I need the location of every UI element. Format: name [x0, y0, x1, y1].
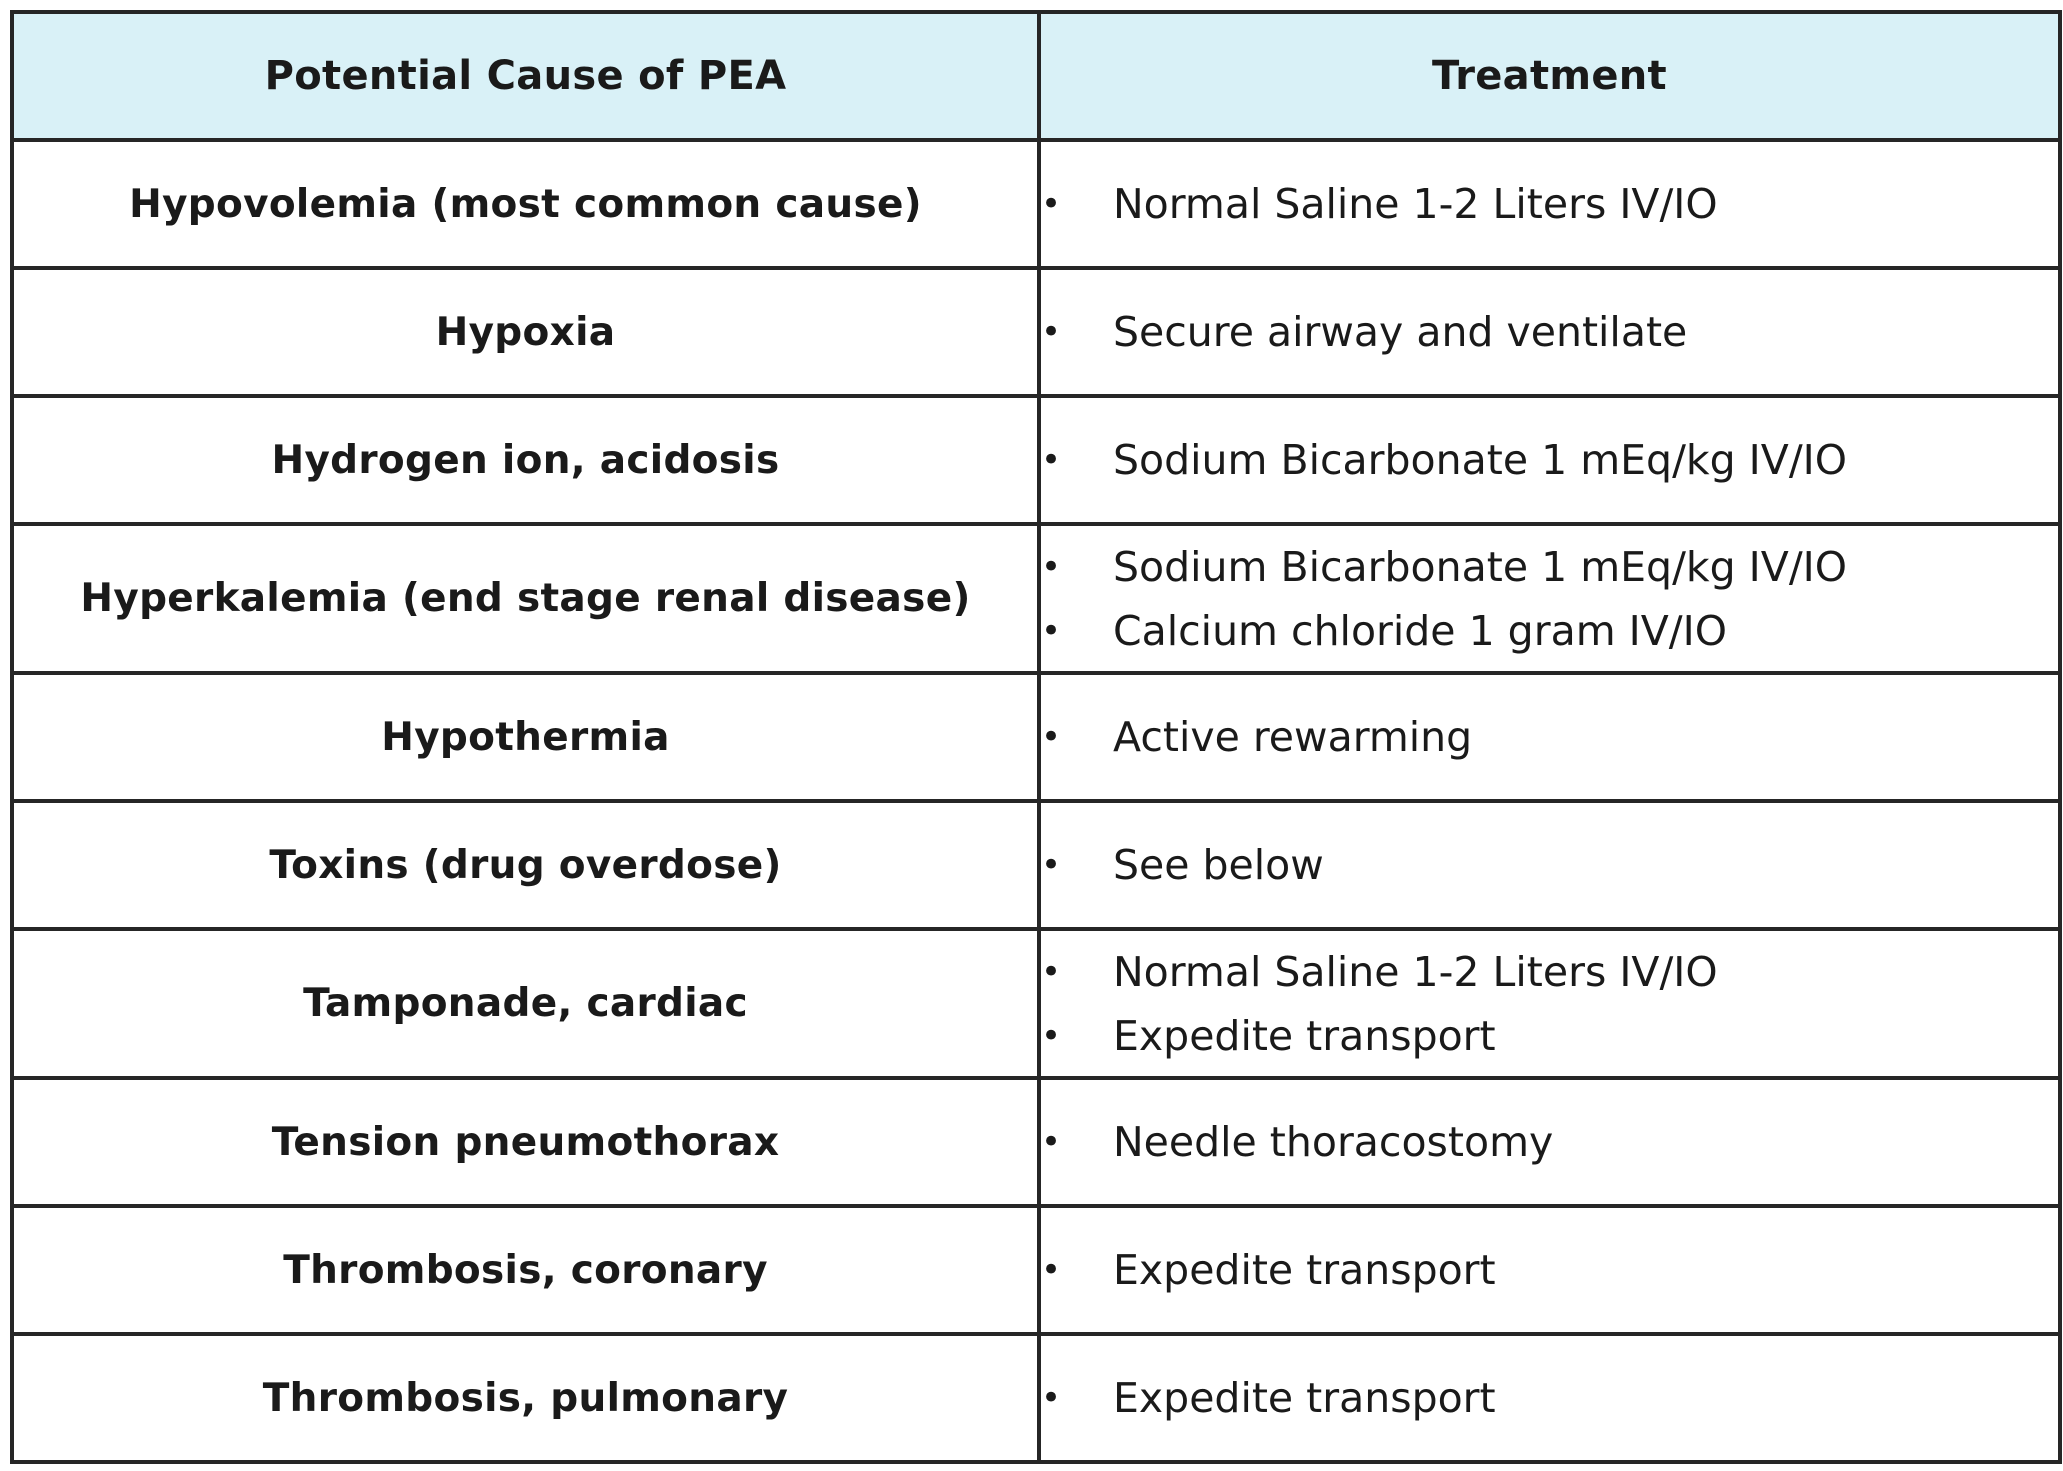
treatment-list — [1041, 300, 2058, 364]
treatment-item — [1041, 1238, 2058, 1302]
treatment-item — [1041, 535, 2058, 599]
treatment-text: Expedite transport — [1113, 1011, 1496, 1060]
treatment-list — [1041, 705, 2058, 769]
treatment-item — [1041, 940, 2058, 1004]
treatment-item — [1041, 300, 2058, 364]
treatment-item — [1041, 1110, 2058, 1174]
treatment-cell — [1039, 673, 2060, 801]
treatment-cell — [1039, 268, 2060, 396]
treatment-text: See below — [1113, 841, 1324, 889]
treatment-cell — [1039, 524, 2060, 673]
treatment-cell — [1039, 396, 2060, 524]
treatment-text: Active rewarming — [1113, 713, 1473, 761]
cause-cell: Hypovolemia (most common cause) — [12, 140, 1039, 268]
treatment-cell — [1039, 1206, 2060, 1334]
treatment-item — [1041, 1366, 2058, 1430]
bullet-icon: • — [1041, 951, 1062, 992]
table-row — [12, 1206, 2060, 1334]
treatment-text: Sodium Bicarbonate 1 mEq/kg IV/IO — [1113, 542, 1847, 591]
cause-cell: Thrombosis, pulmonary — [12, 1334, 1039, 1462]
bullet-icon: • — [1041, 610, 1062, 651]
treatment-list — [1041, 833, 2058, 897]
table-row — [12, 524, 2060, 673]
treatment-list — [1041, 535, 2058, 663]
pea-treatment-table-container — [10, 10, 2058, 1463]
header-treatment: Treatment — [1039, 12, 2060, 140]
bullet-icon: • — [1041, 546, 1062, 587]
treatment-cell — [1039, 801, 2060, 929]
treatment-item — [1041, 599, 2058, 663]
bullet-icon: • — [1041, 845, 1062, 885]
treatment-item — [1041, 1004, 2058, 1068]
treatment-text: Secure airway and ventilate — [1113, 308, 1688, 356]
cause-cell: Tension pneumothorax — [12, 1078, 1039, 1206]
table-row — [12, 801, 2060, 929]
cause-cell: Tamponade, cardiac — [12, 929, 1039, 1078]
treatment-text: Needle thoracostomy — [1113, 1118, 1554, 1166]
treatment-list — [1041, 1110, 2058, 1174]
bullet-icon: • — [1041, 717, 1062, 757]
table-header-row — [12, 12, 2060, 140]
treatment-list — [1041, 1238, 2058, 1302]
cause-cell: Toxins (drug overdose) — [12, 801, 1039, 929]
table-row — [12, 1078, 2060, 1206]
table-row — [12, 929, 2060, 1078]
table-row — [12, 673, 2060, 801]
treatment-text: Normal Saline 1-2 Liters IV/IO — [1113, 180, 1718, 228]
bullet-icon: • — [1041, 1015, 1062, 1056]
bullet-icon: • — [1041, 1122, 1062, 1162]
treatment-list — [1041, 940, 2058, 1068]
bullet-icon: • — [1041, 440, 1062, 480]
treatment-cell — [1039, 1334, 2060, 1462]
treatment-text: Calcium chloride 1 gram IV/IO — [1113, 606, 1727, 655]
table-row — [12, 140, 2060, 268]
cause-cell: Hyperkalemia (end stage renal disease) — [12, 524, 1039, 673]
table-row — [12, 1334, 2060, 1462]
table-row — [12, 268, 2060, 396]
treatment-cell — [1039, 1078, 2060, 1206]
treatment-item — [1041, 172, 2058, 236]
bullet-icon: • — [1041, 312, 1062, 352]
cause-cell: Thrombosis, coronary — [12, 1206, 1039, 1334]
treatment-list — [1041, 428, 2058, 492]
cause-cell: Hydrogen ion, acidosis — [12, 396, 1039, 524]
cause-cell: Hypoxia — [12, 268, 1039, 396]
bullet-icon: • — [1041, 1378, 1062, 1418]
bullet-icon: • — [1041, 184, 1062, 224]
treatment-text: Expedite transport — [1113, 1374, 1496, 1422]
treatment-cell — [1039, 929, 2060, 1078]
treatment-item — [1041, 705, 2058, 769]
treatment-list — [1041, 172, 2058, 236]
bullet-icon: • — [1041, 1250, 1062, 1290]
treatment-item — [1041, 833, 2058, 897]
treatment-cell — [1039, 140, 2060, 268]
treatment-item — [1041, 428, 2058, 492]
table-row — [12, 396, 2060, 524]
treatment-text: Sodium Bicarbonate 1 mEq/kg IV/IO — [1113, 436, 1847, 484]
cause-cell: Hypothermia — [12, 673, 1039, 801]
treatment-list — [1041, 1366, 2058, 1430]
treatment-text: Expedite transport — [1113, 1246, 1496, 1294]
pea-treatment-table — [10, 10, 2062, 1464]
treatment-text: Normal Saline 1-2 Liters IV/IO — [1113, 947, 1718, 996]
header-cause: Potential Cause of PEA — [12, 12, 1039, 140]
